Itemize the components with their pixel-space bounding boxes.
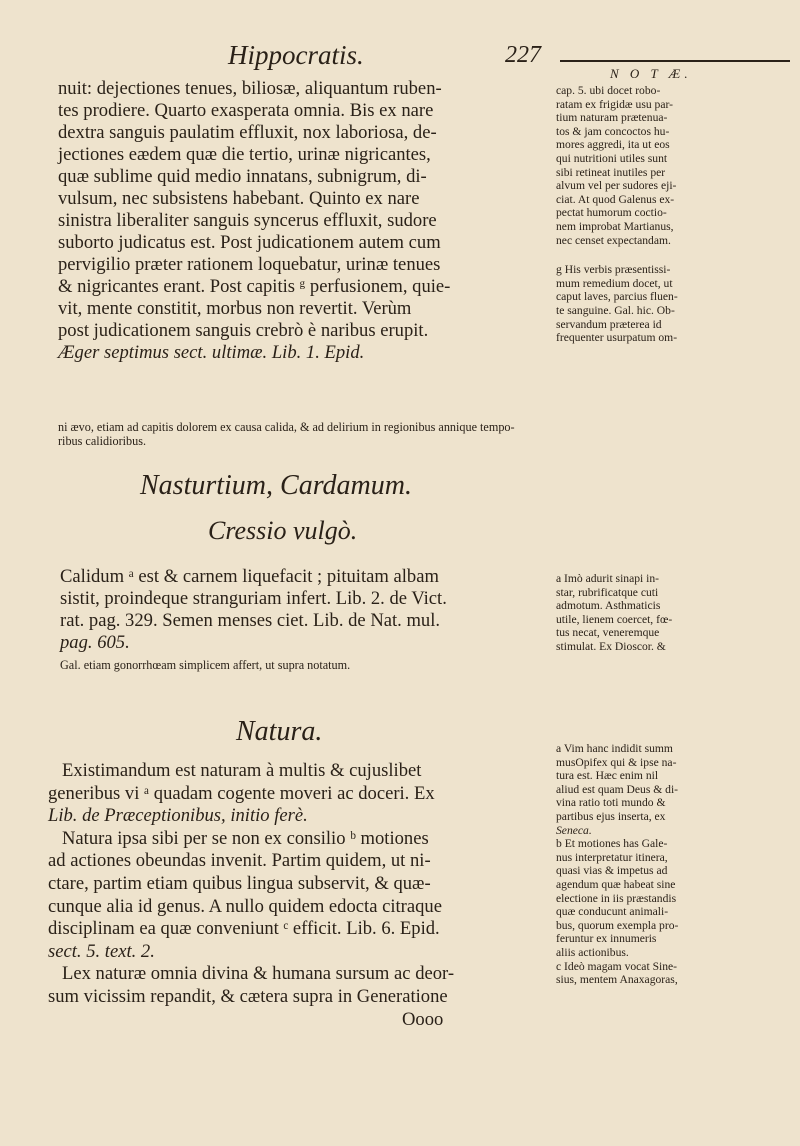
section2-notes (556, 572, 672, 654)
section-title-nasturtium: Nasturtium, Cardamum. (140, 470, 413, 501)
section-title-natura: Natura. (236, 716, 323, 747)
note-line: b Et motiones has Gale- (556, 837, 668, 851)
section1-wide-note (58, 420, 515, 448)
text-line: post judicationem sanguis crebrò è naribus erupit. (58, 320, 429, 341)
text-line: Existimandum est naturam à multis & cujuslibet (62, 760, 422, 781)
note-line: bus, quorum exempla pro- (556, 918, 679, 932)
section1-main-text (58, 78, 450, 364)
text-line: quæ sublime quid medio innatans, subnigrum, di- (58, 166, 427, 187)
note-line: nem improbat Martianus, (556, 219, 674, 233)
text-line: & nigricantes erant. Post capitis ᵍ perfusionem, quie- (58, 276, 451, 297)
note-line: tos & jam concoctos hu- (556, 124, 670, 138)
section3-main-text (48, 760, 454, 1031)
signature-mark: Oooo (402, 1008, 444, 1030)
section3-notes (556, 742, 678, 987)
notes-divider (560, 60, 790, 62)
text-line: vulsum, nec subsistens habebant. Quinto ex nare (58, 188, 420, 209)
note-line: cap. 5. ubi docet robo- (556, 84, 661, 97)
text-line: dextra sanguis paulatim effluxit, nox laboriosa, de- (58, 122, 437, 143)
note-line (556, 247, 678, 263)
text-line: sum vicissim repandit, & cætera supra in Generatione (48, 985, 448, 1007)
note-line: frequenter usurpatum om- (556, 331, 678, 345)
note-line: vina ratio toti mundo & (556, 796, 666, 810)
note-line: mores aggredi, ita ut eos (556, 138, 670, 152)
note-line: tus necat, veneremque (556, 626, 660, 640)
text-line: nuit: dejectiones tenues, biliosæ, aliquantum ruben- (58, 78, 442, 99)
note-line: te sanguine. Gal. hic. Ob- (556, 303, 675, 317)
text-line: ctare, partim etiam quibus lingua subservit, & quæ- (48, 872, 431, 894)
section1-notes (556, 84, 678, 345)
note-line: electione in iis præstandis (556, 891, 677, 905)
note-line: a Imò adurit sinapi in- (556, 572, 660, 585)
text-line: vit, mente constitit, morbus non revertit. Verùm (58, 298, 412, 319)
text-line: Calidum ᵃ est & carnem liquefacit ; pituitam albam (60, 566, 439, 587)
note-line: nec censet expectandam. (556, 233, 671, 247)
note-line: nus interpretatur itinera, (556, 850, 668, 864)
text-line: tes prodiere. Quarto exasperata omnia. Bis ex nare (58, 100, 434, 121)
note-line: caput laves, parcius fluen- (556, 290, 678, 304)
citation-line: sect. 5. text. 2. (48, 940, 155, 962)
note-line: ratam ex frigidæ usu par- (556, 97, 673, 111)
note-line: utile, lienem coercet, fœ- (556, 612, 673, 626)
section2-main-text (60, 566, 447, 672)
note-line: agendum quæ habeat sine (556, 877, 676, 891)
text-line: pervigilio præter rationem loquebatur, urinæ tenues (58, 254, 441, 275)
text-line: Lex naturæ omnia divina & humana sursum ac deor- (62, 963, 455, 985)
note-line: mum remedium docet, ut (556, 276, 673, 290)
note-line: sibi retineat inutiles per (556, 165, 666, 179)
text-line: sinistra liberaliter sanguis syncerus effluxit, sudore (58, 210, 437, 231)
note-line: star, rubrificatque cuti (556, 585, 659, 599)
note-line: aliud est quam Deus & di- (556, 782, 679, 796)
note-line: sius, mentem Anaxagoras, (556, 973, 678, 987)
note-line: qui nutritioni utiles sunt (556, 151, 668, 165)
notes-heading: N O T Æ. (610, 66, 692, 81)
text-line: disciplinam ea quæ conveniunt ᶜ efficit. Lib. 6. Epid. (48, 918, 440, 940)
note-line: partibus ejus inserta, ex (556, 809, 666, 823)
note-line: feruntur ex innumeris (556, 932, 657, 946)
citation-line: Æger septimus sect. ultimæ. Lib. 1. Epid. (58, 342, 365, 363)
text-line: ad actiones obeundas invenit. Partim quidem, ut ni- (48, 850, 431, 872)
text-line: pag. 605. (60, 632, 130, 653)
note-line: g His verbis præsentissi- (556, 263, 671, 277)
note-line: tura est. Hæc enim nil (556, 769, 659, 783)
note-line: Gal. etiam gonorrhœam simplicem affert, ut supra notatum. (60, 658, 351, 672)
text-line: suborto judicatus est. Post judicationem autem cum (58, 232, 441, 253)
note-line: Seneca. (556, 823, 592, 837)
running-title: Hippocratis. (228, 40, 364, 70)
note-line: pectat humorum coctio- (556, 206, 667, 220)
note-line: admotum. Asthmaticis (556, 599, 661, 613)
page-number: 227 (505, 42, 541, 68)
note-line: stimulat. Ex Dioscor. & (556, 639, 666, 653)
note-line: tium naturam prætenua- (556, 111, 668, 125)
note-line: servandum præterea id (556, 317, 662, 331)
note-line: aliis actionibus. (556, 945, 629, 959)
text-line: sistit, proindeque stranguriam infert. Lib. 2. de Vict. (60, 588, 447, 609)
note-line: musOpifex qui & ipse na- (556, 755, 677, 769)
note-line: quæ conducunt animali- (556, 905, 669, 919)
text-line: jectiones eædem quæ die tertio, urinæ nigricantes, (58, 144, 431, 165)
citation-line: Lib. de Præceptionibus, initio ferè. (48, 805, 308, 827)
note-line: ribus calidioribus. (58, 434, 147, 448)
note-line: quasi vias & impetus ad (556, 864, 668, 878)
note-line: ni ævo, etiam ad capitis dolorem ex causa calida, & ad delirium in regionibus annique tempo- (58, 420, 515, 434)
text-line: generibus vi ᵃ quadam cogente moveri ac doceri. Ex (48, 782, 435, 804)
note-line: alvum vel per sudores eji- (556, 179, 677, 193)
text-line: cunque alia id genus. A nullo quidem edocta citraque (48, 895, 442, 917)
section-subtitle-cressio: Cressio vulgò. (208, 516, 358, 545)
text-line: rat. pag. 329. Semen menses ciet. Lib. de Nat. mul. (60, 610, 441, 631)
text-line: Natura ipsa sibi per se non ex consilio ᵇ motiones (62, 827, 429, 849)
note-line: ciat. At quod Galenus ex- (556, 192, 675, 206)
note-line: a Vim hanc indidit summ (556, 742, 673, 755)
note-line: c Ideò magam vocat Sine- (556, 959, 678, 973)
